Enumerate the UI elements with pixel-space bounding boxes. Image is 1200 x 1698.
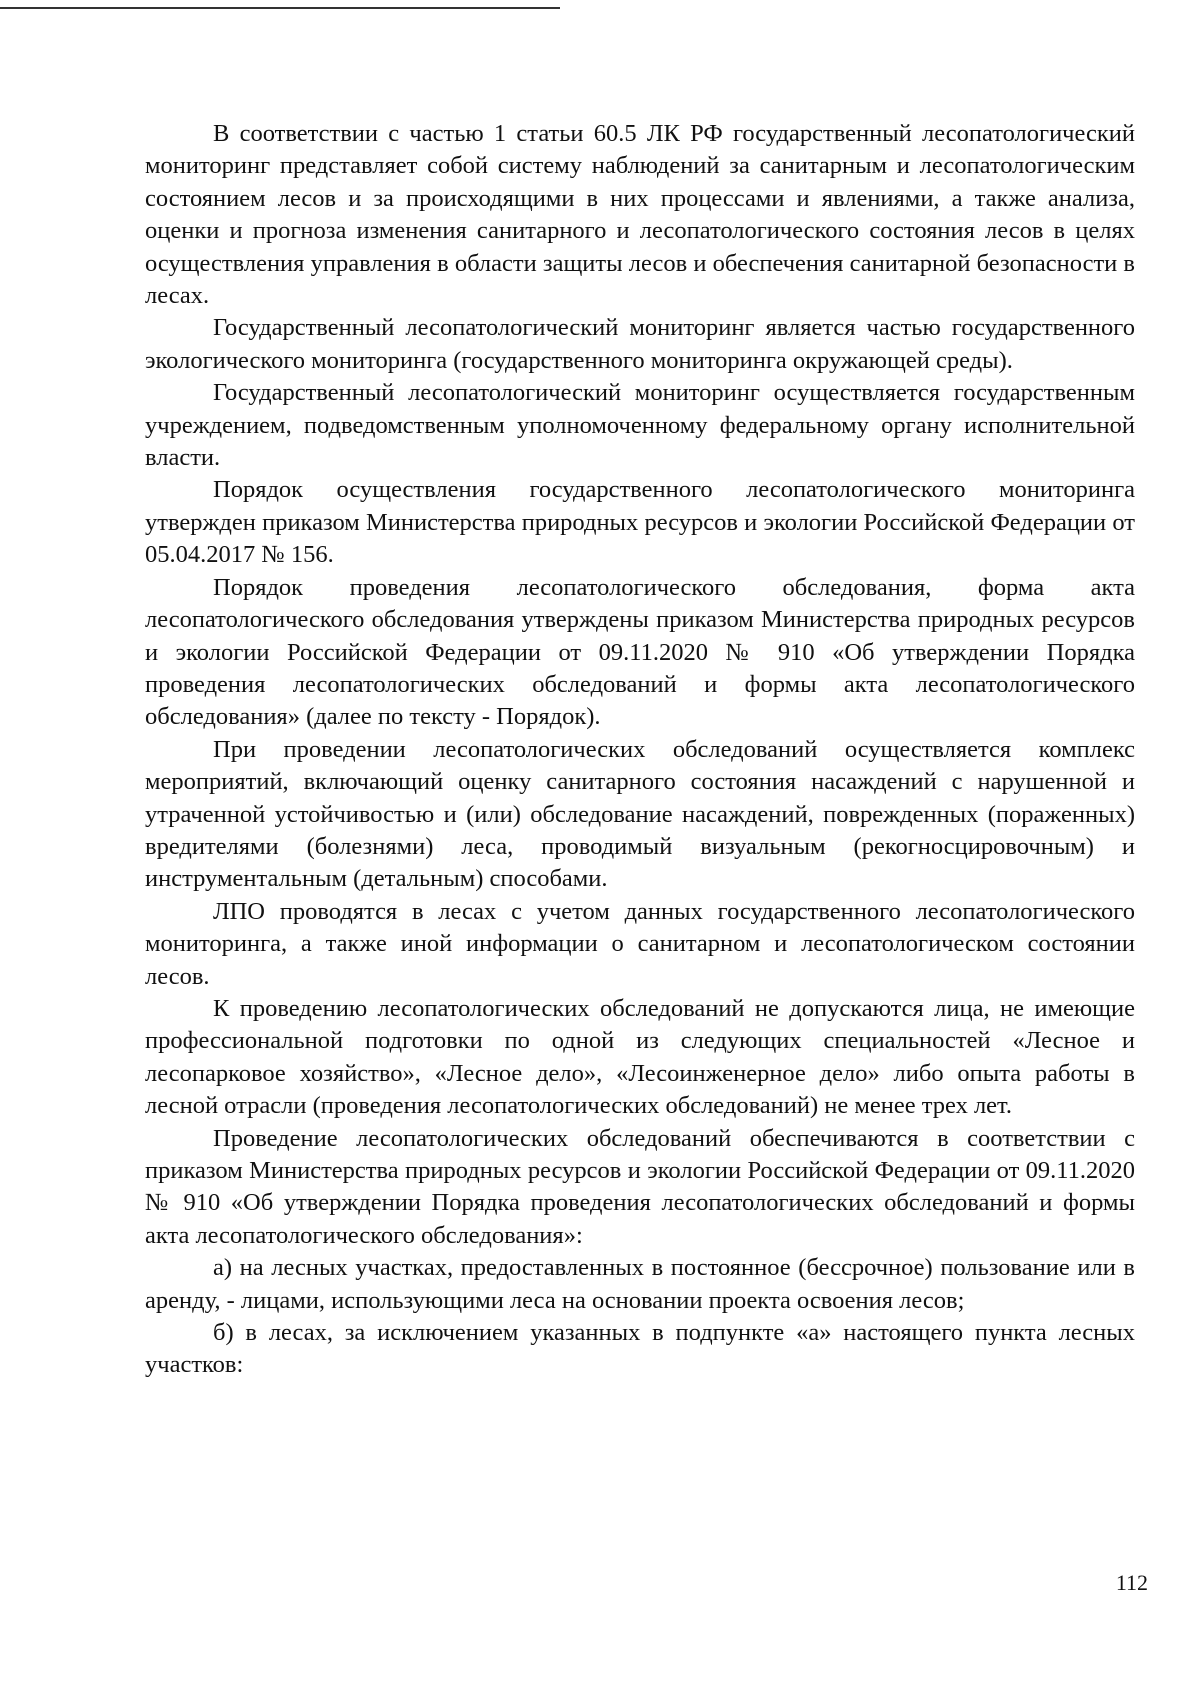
paragraph-lpo-conducted: ЛПО проводятся в лесах с учетом данных государственного лесопатологического мониторинга, а также иной информации о санитарном и лесопатологическом состоянии лесов.: [145, 897, 1135, 990]
paragraph-monitoring-part-of-ecological: Государственный лесопатологический мониторинг является частью государственного экологического мониторинга (государственного мониторинга окружающей среды).: [145, 314, 1135, 374]
document-body: [145, 118, 1135, 1382]
paragraph-survey-order: Порядок проведения лесопатологического обследования, форма акта лесопатологического обследования утверждены приказом Министерства природных ресурсов и экологии Российской Федерации от 09.11.2020 № 910 «Об утверждении Порядка проведения лесопатологических обследований и формы акта лесопатологического обследования» (далее по тексту - Порядок).: [145, 573, 1135, 731]
paragraph-monitoring-definition: В соответствии с частью 1 статьи 60.5 ЛК РФ государственный лесопатологический мониторинг представляет собой систему наблюдений за санитарным и лесопатологическим состоянием лесов и за происходящими в них процессами и явлениями, а также анализа, оценки и прогноза изменения санитарного и лесопатологического состояния лесов в целях осуществления управления в области защиты лесов и обеспечения санитарной безопасности в лесах.: [145, 120, 1135, 310]
paragraph-monitoring-order: Порядок осуществления государственного лесопатологического мониторинга утвержден приказом Министерства природных ресурсов и экологии Российской Федерации от 05.04.2017 № 156.: [145, 476, 1135, 569]
paragraph-survey-activities: При проведении лесопатологических обследований осуществляется комплекс мероприятий, включающий оценку санитарного состояния насаждений с нарушенной и утраченной устойчивостью и (или) обследование насаждений, поврежденных (пораженных) вредителями (болезнями) леса, проводимый визуальным (рекогносцировочным) и инструментальным (детальным) способами.: [145, 735, 1135, 893]
list-item-a: а) на лесных участках, предоставленных в постоянное (бессрочное) пользование или в аренду, - лицами, использующими леса на основании проекта освоения лесов;: [145, 1254, 1135, 1314]
paragraph-personnel-requirements: К проведению лесопатологических обследований не допускаются лица, не имеющие профессиональной подготовки по одной из следующих специальностей «Лесное и лесопарковое хозяйство», «Лесное дело», «Лесоинженерное дело» либо опыта работы в лесной отрасли (проведения лесопатологических обследований) не менее трех лет.: [145, 994, 1135, 1120]
page-number: 112: [1115, 1570, 1148, 1595]
scan-edge-line: [0, 7, 560, 9]
paragraph-monitoring-executor: Государственный лесопатологический мониторинг осуществляется государственным учреждением, подведомственным уполномоченному федеральному органу исполнительной власти.: [145, 379, 1135, 472]
list-item-b: б) в лесах, за исключением указанных в подпункте «а» настоящего пункта лесных участков:: [145, 1319, 1135, 1379]
paragraph-survey-provision: Проведение лесопатологических обследований обеспечиваются в соответствии с приказом Министерства природных ресурсов и экологии Российской Федерации от 09.11.2020 № 910 «Об утверждении Порядка проведения лесопатологических обследований и формы акта лесопатологического обследования»:: [145, 1124, 1135, 1249]
